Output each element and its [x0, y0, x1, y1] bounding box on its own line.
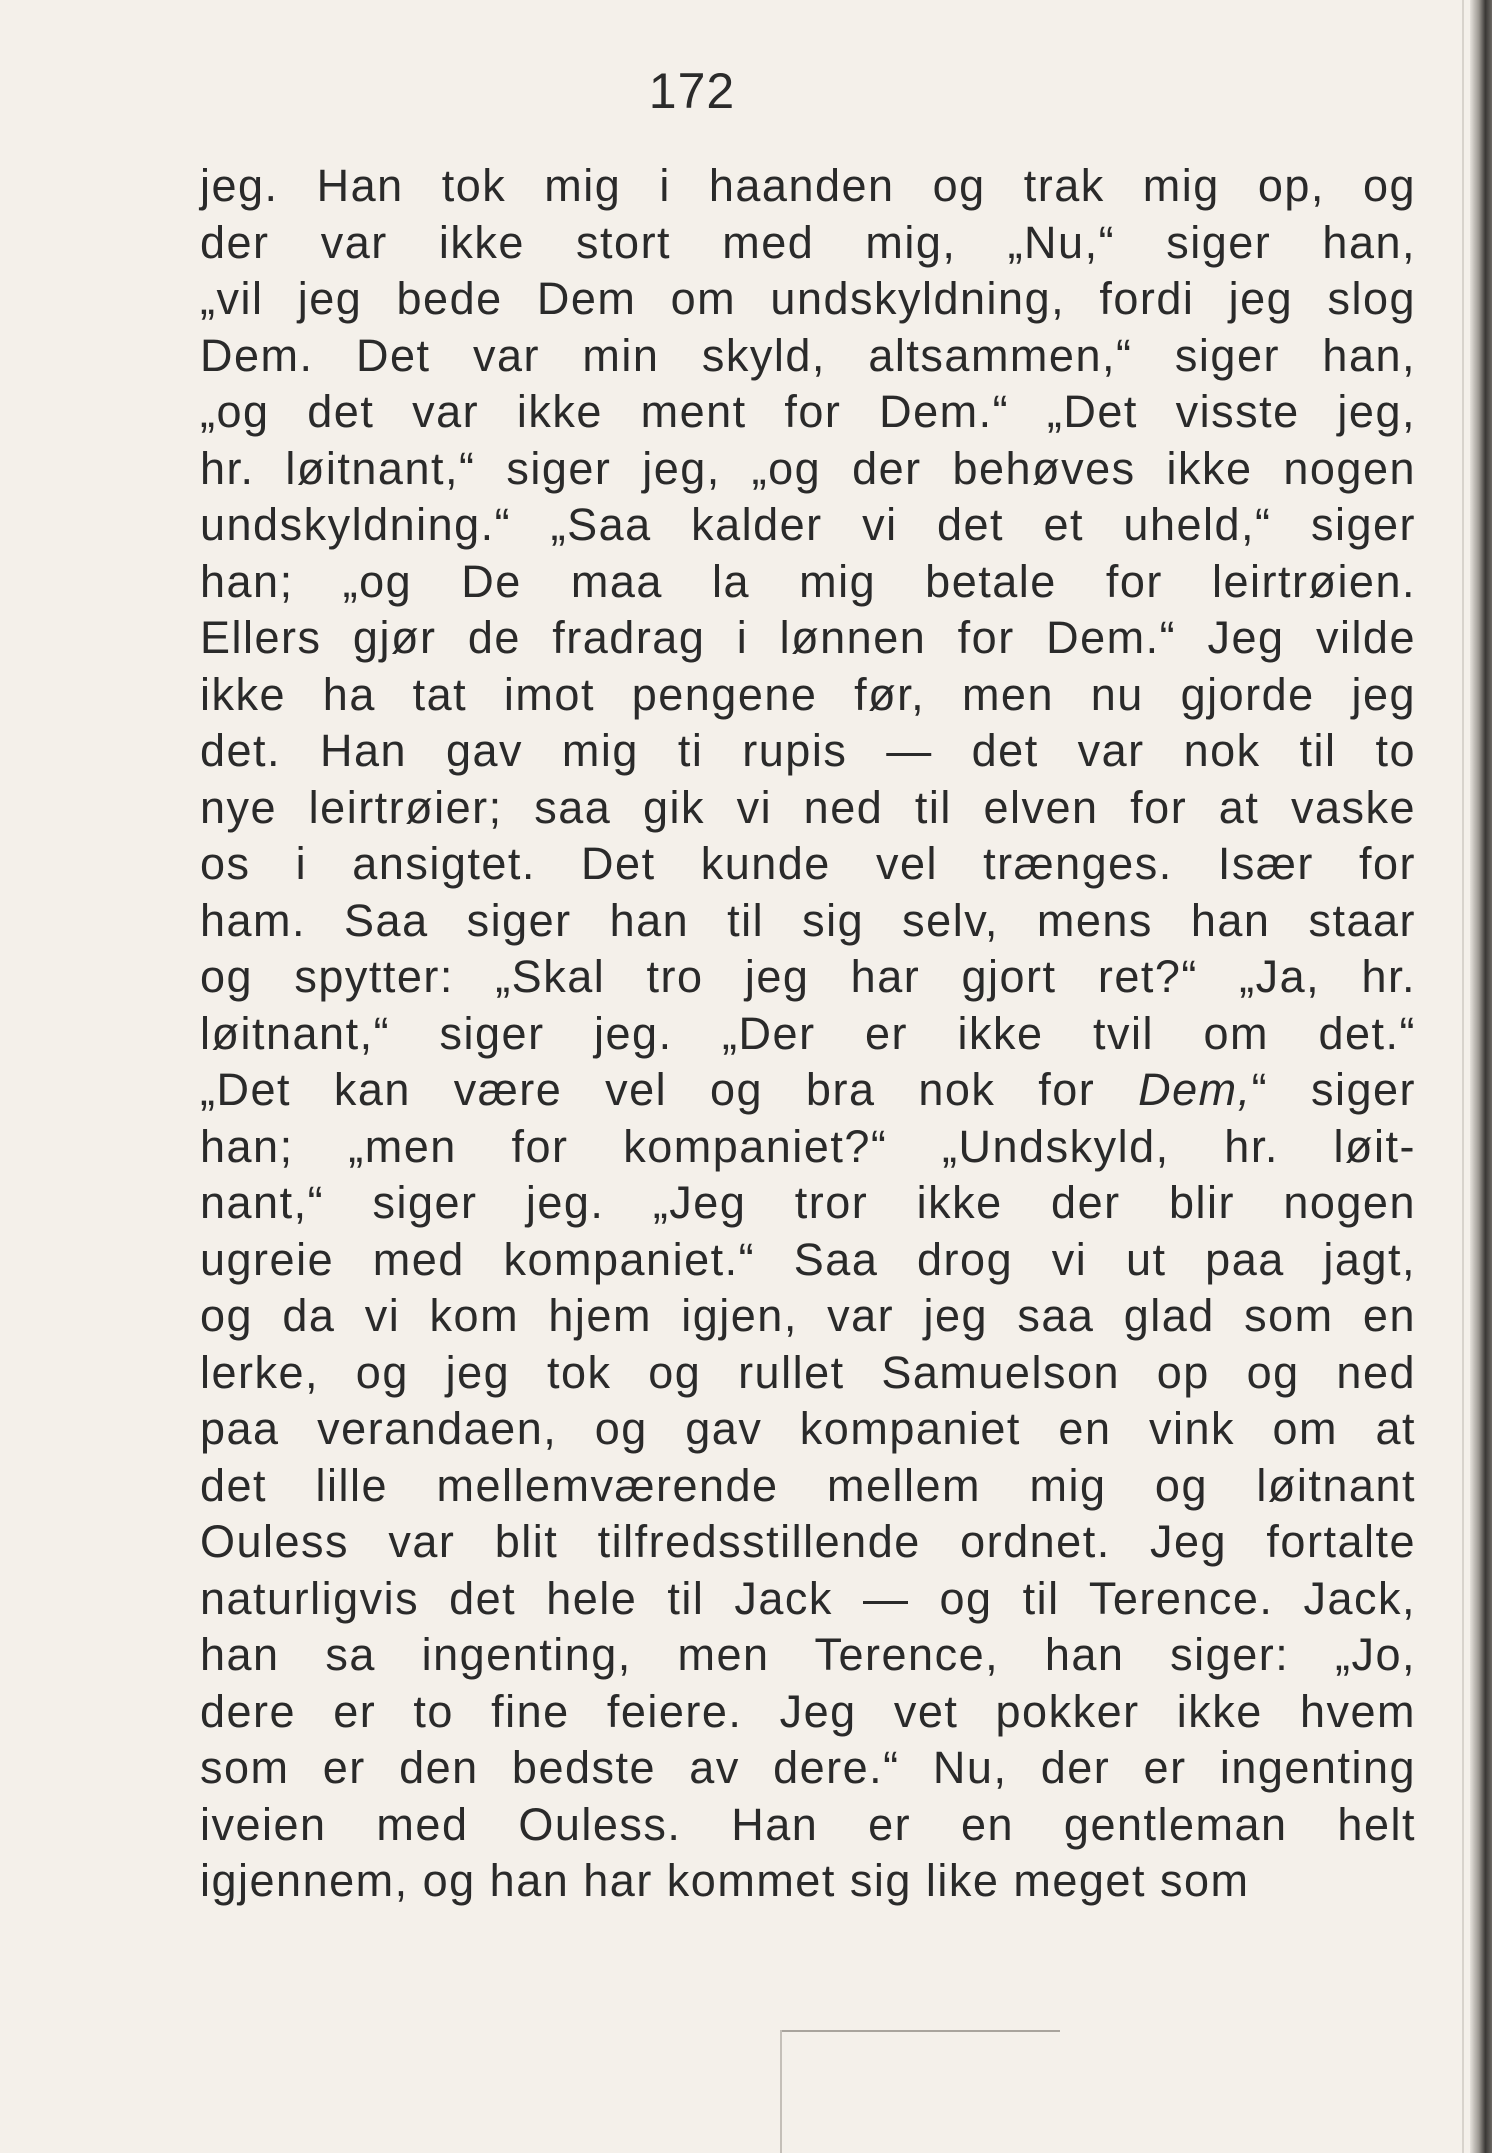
text-line: ikke ha tat imot pengene før, men nu gjorde jeg [200, 668, 1416, 720]
book-spine-shadow [1470, 0, 1492, 2153]
text-line: Dem. Det var min skyld, altsammen,“ siger han, [200, 329, 1416, 381]
text-line: ham. Saa siger han til sig selv, mens han staar [200, 894, 1416, 946]
text-line: han sa ingenting, men Terence, han siger: „Jo, [200, 1629, 1416, 1680]
text-line: jeg. Han tok mig i haanden og trak mig op, og [200, 160, 1416, 211]
text-line-with-italic [200, 1062, 1416, 1119]
text-segment: „Det kan være vel og bra nok for [200, 1064, 1139, 1115]
text-segment: “ siger [1251, 1064, 1417, 1115]
italic-word: Dem, [1138, 1064, 1252, 1115]
text-line: han; „og De maa la mig betale for leirtrøien. [200, 555, 1416, 607]
text-line: iveien med Ouless. Han er en gentleman helt [200, 1798, 1416, 1850]
text-line: det lille mellemværende mellem mig og løitnant [200, 1459, 1416, 1511]
text-line: løitnant,“ siger jeg. „Der er ikke tvil om det.“ [200, 1007, 1416, 1059]
text-line: lerke, og jeg tok og rullet Samuelson op og ned [200, 1346, 1416, 1398]
text-line: os i ansigtet. Det kunde vel trænges. Især for [200, 838, 1416, 889]
text-line: undskyldning.“ „Saa kalder vi det et uheld,“ siger [200, 499, 1416, 550]
text-line: det. Han gav mig ti rupis — det var nok til to [200, 725, 1416, 776]
text-line: og spytter: „Skal tro jeg har gjort ret?“ „Ja, hr. [200, 951, 1416, 1002]
text-line: Ellers gjør de fradrag i lønnen for Dem.“ Jeg vilde [200, 612, 1416, 663]
page-edge-line [1462, 0, 1464, 2153]
text-line: nant,“ siger jeg. „Jeg tror ikke der blir nogen [200, 1177, 1416, 1228]
text-line: og da vi kom hjem igjen, var jeg saa glad som en [200, 1290, 1416, 1341]
text-line: igjennem, og han har kommet sig like meget som [200, 1855, 1250, 1906]
page-bottom-rule [780, 2030, 1060, 2032]
text-line: ugreie med kompaniet.“ Saa drog vi ut paa jagt, [200, 1233, 1416, 1285]
text-line: paa verandaen, og gav kompaniet en vink om at [200, 1403, 1416, 1454]
text-line: der var ikke stort med mig, „Nu,“ siger han, [200, 216, 1416, 268]
body-text [200, 158, 1416, 1910]
text-line: „vil jeg bede Dem om undskyldning, fordi jeg slog [200, 273, 1416, 324]
text-line: „og det var ikke ment for Dem.“ „Det visste jeg, [200, 386, 1416, 437]
text-line: nye leirtrøier; saa gik vi ned til elven for at vaske [200, 781, 1416, 833]
page-number: 172 [648, 63, 736, 119]
page-bottom-tick [780, 2030, 782, 2153]
text-line: som er den bedste av dere.“ Nu, der er ingenting [200, 1742, 1416, 1793]
text-line: naturligvis det hele til Jack — og til Terence. Jack, [200, 1572, 1416, 1624]
text-line: hr. løitnant,“ siger jeg, „og der behøves ikke nogen [200, 442, 1416, 494]
text-line: dere er to fine feiere. Jeg vet pokker ikke hvem [200, 1685, 1416, 1737]
text-line: han; „men for kompaniet?“ „Undskyld, hr. løit- [200, 1120, 1416, 1172]
text-line: Ouless var blit tilfredsstillende ordnet. Jeg fortalte [200, 1516, 1416, 1567]
